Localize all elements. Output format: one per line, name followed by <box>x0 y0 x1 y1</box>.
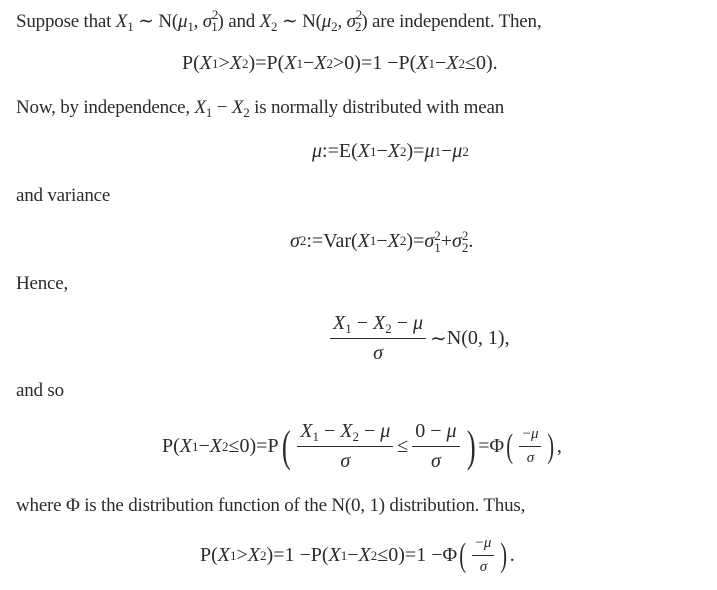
phi-symbol: Φ <box>442 544 458 566</box>
var-mu: μ <box>446 420 457 442</box>
paren: ) <box>406 140 414 162</box>
var-x: X <box>328 544 341 566</box>
punct: . <box>509 544 515 566</box>
op: − <box>351 312 373 334</box>
denominator <box>480 556 487 576</box>
numerator <box>330 312 426 339</box>
denominator <box>373 339 383 365</box>
number: 0 <box>239 435 250 457</box>
text: Suppose that <box>16 11 116 32</box>
subscript: 1 <box>127 19 134 34</box>
fraction <box>297 420 393 473</box>
op: − <box>358 420 381 442</box>
superscript: 2 <box>434 228 441 243</box>
paren: ) <box>486 52 493 74</box>
op: − <box>441 140 453 162</box>
text: 0 − <box>415 420 447 442</box>
variance-symbol: Var <box>323 229 351 252</box>
equation-variance: σ 2 := Var ( X 1 − X 2 ) = σ 2 1 + σ 2 2 . <box>290 228 474 255</box>
op: = <box>478 435 490 457</box>
var-mu: μ <box>452 140 463 162</box>
prob-symbol: P <box>310 544 322 566</box>
subscript: 1 <box>312 429 319 444</box>
var-x: X <box>194 97 206 118</box>
subscript: 2 <box>352 429 359 444</box>
op: := <box>322 140 339 162</box>
op: − <box>391 312 413 334</box>
paren: ( <box>321 544 329 566</box>
big-paren: ) <box>500 536 508 574</box>
prob-symbol: P <box>267 435 279 457</box>
equation-standardized <box>326 312 510 365</box>
prob-symbol: P <box>200 544 212 566</box>
var-sigma2: σ <box>346 11 356 32</box>
punct: , <box>504 327 510 349</box>
paren: ( <box>277 52 285 74</box>
var-x: X <box>387 140 400 162</box>
var-x: X <box>217 544 231 566</box>
paren: ) <box>398 544 405 566</box>
punct: . <box>468 229 474 252</box>
var-mu: μ <box>312 140 323 162</box>
fraction <box>330 312 426 365</box>
equation-final: P ( X 1 > X 2 ) = 1 − P ( X 1 − X 2 ≤ 0 ) = 1 − Φ ( $\frac{-\mu}{\sigma}$ ) . <box>200 535 515 575</box>
op: = <box>273 544 285 566</box>
phi-symbol: Φ <box>65 495 80 516</box>
paren: ) <box>406 229 414 252</box>
op: − <box>302 52 315 74</box>
op: − <box>435 52 447 74</box>
paren: ( <box>193 52 200 74</box>
subscript: 1 <box>211 19 218 34</box>
denominator <box>431 447 441 473</box>
var-x: X <box>199 52 213 74</box>
fraction <box>472 535 494 576</box>
op: ≤ <box>228 435 240 457</box>
text: ) and <box>217 11 260 32</box>
paragraph-and-variance: and variance <box>16 185 111 206</box>
expectation-symbol: E <box>338 140 352 162</box>
var-x: X <box>387 229 400 252</box>
phi-symbol: Φ <box>489 435 505 457</box>
text: is normally distributed with mean <box>249 97 504 118</box>
op: − <box>347 544 359 566</box>
normal-dist: N(0, 1) <box>446 327 505 349</box>
var-x: X <box>209 435 223 457</box>
op: − <box>376 140 388 162</box>
text: 1 − <box>284 544 311 566</box>
text: 1 − <box>372 52 399 74</box>
var-mu: μ <box>530 426 539 442</box>
paragraph-and-so: and so <box>16 380 64 401</box>
op: ≤ <box>377 544 389 566</box>
op: = <box>360 52 373 74</box>
paren: ( <box>350 229 358 252</box>
var-x: X <box>416 52 429 74</box>
subscript: 1 <box>345 321 352 336</box>
paragraph-independence <box>16 97 504 119</box>
numerator <box>472 535 494 556</box>
text: , <box>337 11 347 32</box>
number: 0 <box>388 544 399 566</box>
numerator <box>519 426 541 447</box>
paren: ) <box>266 544 274 566</box>
op: > <box>236 544 248 566</box>
var-mu: μ <box>483 535 492 551</box>
paren: ) <box>249 435 257 457</box>
text: distribution. Thus, <box>384 495 526 516</box>
op: − <box>522 426 531 442</box>
var-x: X <box>229 52 243 74</box>
paren: ( <box>409 52 417 74</box>
subscript: 1 <box>205 105 213 120</box>
subscript: 1 <box>434 240 441 255</box>
var-x: X <box>358 544 371 566</box>
text: Now, by independence, <box>16 97 195 118</box>
op: = <box>404 544 417 566</box>
var-mu: μ <box>413 312 424 334</box>
var-x: X <box>284 52 297 74</box>
op: ≤ <box>465 52 476 74</box>
superscript: 2 <box>355 7 363 22</box>
op: − <box>318 420 341 442</box>
var-x: X <box>333 312 346 334</box>
var-x: X <box>314 52 327 74</box>
var-x: X <box>179 435 193 457</box>
op: − <box>198 435 210 457</box>
var-sigma: σ <box>290 229 300 252</box>
big-paren: ( <box>281 421 291 471</box>
var-x: X <box>446 52 459 74</box>
op: > <box>332 52 345 74</box>
denominator <box>340 447 350 473</box>
var-x1: X <box>115 11 128 32</box>
text: ) are independent. Then, <box>361 11 542 32</box>
op: = <box>413 140 425 162</box>
var-mu: μ <box>424 140 435 162</box>
paren: ( <box>351 140 358 162</box>
fraction <box>519 426 541 467</box>
var-x: X <box>300 420 313 442</box>
subscript: 1 <box>187 19 194 34</box>
paren: ) <box>248 52 256 74</box>
numerator <box>297 420 393 447</box>
subscript: 2 <box>243 105 250 120</box>
var-sigma: σ <box>479 559 488 575</box>
var-sigma: σ <box>526 450 535 466</box>
equation-cdf: P ( X 1 − X 2 ≤ 0 ) = P ( $\frac{X_1 - X_2 - \mu}{\sigma}$ ≤ $\frac{0 - \mu}{\sigma}$ ) = Φ ( $\frac{-\mu}{\sigma}$ ) , <box>162 420 562 472</box>
punct: . <box>492 52 498 74</box>
paragraph-intro <box>16 7 542 34</box>
superscript: 2 <box>211 7 219 22</box>
text: ∼ N( <box>133 11 178 32</box>
paren: ( <box>211 544 218 566</box>
numerator <box>412 420 459 447</box>
text: where <box>16 495 66 516</box>
op: = <box>255 52 267 74</box>
op: = <box>413 229 425 252</box>
equation-mean: μ := E ( X 1 − X 2 ) = μ 1 − μ 2 <box>312 140 469 162</box>
op: ≤ <box>397 435 409 457</box>
var-x: X <box>357 229 370 252</box>
subscript: 2 <box>271 19 278 34</box>
subscript: 2 <box>461 240 469 255</box>
prob-symbol: P <box>266 52 278 74</box>
paren: ( <box>173 435 180 457</box>
big-paren: ( <box>459 536 467 574</box>
op: − <box>376 229 388 252</box>
var-x: X <box>373 312 386 334</box>
var-x: X <box>340 420 353 442</box>
superscript: 2 <box>461 228 469 243</box>
var-x2: X <box>259 11 272 32</box>
paren: ) <box>354 52 361 74</box>
var-sigma1: σ <box>202 11 212 32</box>
text: ∼ N( <box>277 11 322 32</box>
text: 1 − <box>416 544 443 566</box>
prob-symbol: P <box>182 52 194 74</box>
var-mu1: μ <box>177 11 188 32</box>
var-sigma: σ <box>451 229 462 252</box>
var-sigma: σ <box>373 342 383 364</box>
op: − <box>475 535 484 551</box>
op: = <box>256 435 268 457</box>
var-mu: μ <box>380 420 391 442</box>
equation-1: P ( X 1 > X 2 ) = P ( X 1 − X 2 > 0 ) = 1 − P ( X 1 − X 2 ≤ 0 ) . <box>182 52 498 74</box>
paragraph-hence: Hence, <box>16 273 69 294</box>
prob-symbol: P <box>398 52 410 74</box>
subscript: 2 <box>331 19 338 34</box>
var-sigma: σ <box>430 450 441 472</box>
prob-symbol: P <box>162 435 174 457</box>
big-paren: ) <box>547 427 555 465</box>
var-sigma: σ <box>340 450 351 472</box>
subscript: 2 <box>355 19 362 34</box>
op: ∼ <box>430 328 447 350</box>
number: 0 <box>476 52 486 74</box>
big-paren: ( <box>506 427 514 465</box>
var-mu2: μ <box>321 11 332 32</box>
var-x: X <box>247 544 261 566</box>
op: + <box>440 229 452 252</box>
denominator <box>527 447 534 467</box>
text: , <box>193 11 203 32</box>
op: > <box>218 52 230 74</box>
normal-dist: N(0, 1) <box>331 495 385 516</box>
text: is the distribution function of the <box>79 495 332 516</box>
paragraph-where-phi <box>16 495 525 517</box>
var-x: X <box>357 140 370 162</box>
var-x: X <box>231 97 244 118</box>
fraction <box>412 420 459 473</box>
subscript: 2 <box>385 321 392 336</box>
number: 0 <box>344 52 355 74</box>
op: − <box>212 97 232 118</box>
op: := <box>306 229 324 252</box>
punct: , <box>556 435 562 457</box>
big-paren: ) <box>466 421 476 471</box>
var-sigma: σ <box>424 229 435 252</box>
